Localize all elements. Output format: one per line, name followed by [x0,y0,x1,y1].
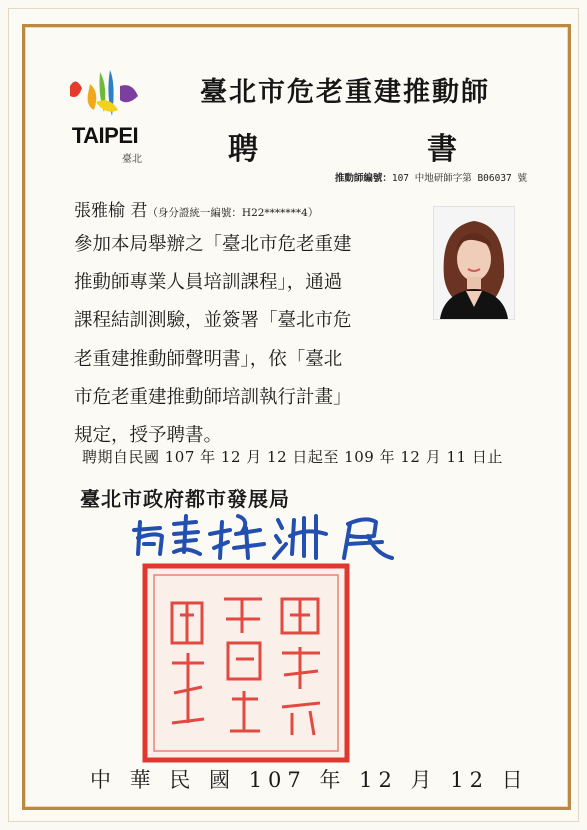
director-signature [130,508,430,570]
issue-date: 中 華 民 國 107 年 12 月 12 日 [90,768,529,792]
recipient-id: （身分證統一編號：H22*******4） [147,207,319,219]
red-seal-stamp-icon [142,563,350,763]
taipei-wordmark: TAIPEI [71,123,139,148]
certificate-body [74,226,424,455]
serial-label: 推動師編號： [334,173,392,184]
taipei-logo-mark-icon [66,66,148,124]
recipient-line [74,196,318,221]
body-line: 參加本局舉辦之「臺北市危老重建 [74,234,352,255]
appointment-period: 聘期自民國 107 年 12 月 12 日起至 109 年 12 月 11 日止 [82,448,503,466]
certificate-title: 臺北市危老重建推動師 [200,77,490,108]
body-line: 老重建推動師聲明書」，依「臺北 [74,348,343,370]
official-seal [142,563,350,767]
certificate-subtitle-left: 聘 [228,132,258,167]
portrait-icon [434,207,514,319]
body-line: 課程結訓測驗，並簽署「臺北市危 [74,310,352,332]
certificate-subtitle-right: 書 [427,132,457,167]
serial-value: 107 中地研師字第 B06037 號 [391,173,527,184]
recipient-photo [433,206,515,320]
recipient-name: 張雅榆 君 [74,201,148,221]
body-line: 規定，授予聘書。 [74,425,223,447]
body-line: 推動師專業人員培訓課程」，通過 [74,272,343,294]
taipei-logo [62,66,152,166]
issuing-agency: 臺北市政府都市發展局 [80,487,290,511]
body-line: 市危老重建推動師培訓執行計畫」 [74,386,352,408]
taipei-wordmark-chinese: 臺北 [122,154,142,165]
certificate-serial [335,170,527,184]
handwritten-signature-icon [130,508,430,566]
